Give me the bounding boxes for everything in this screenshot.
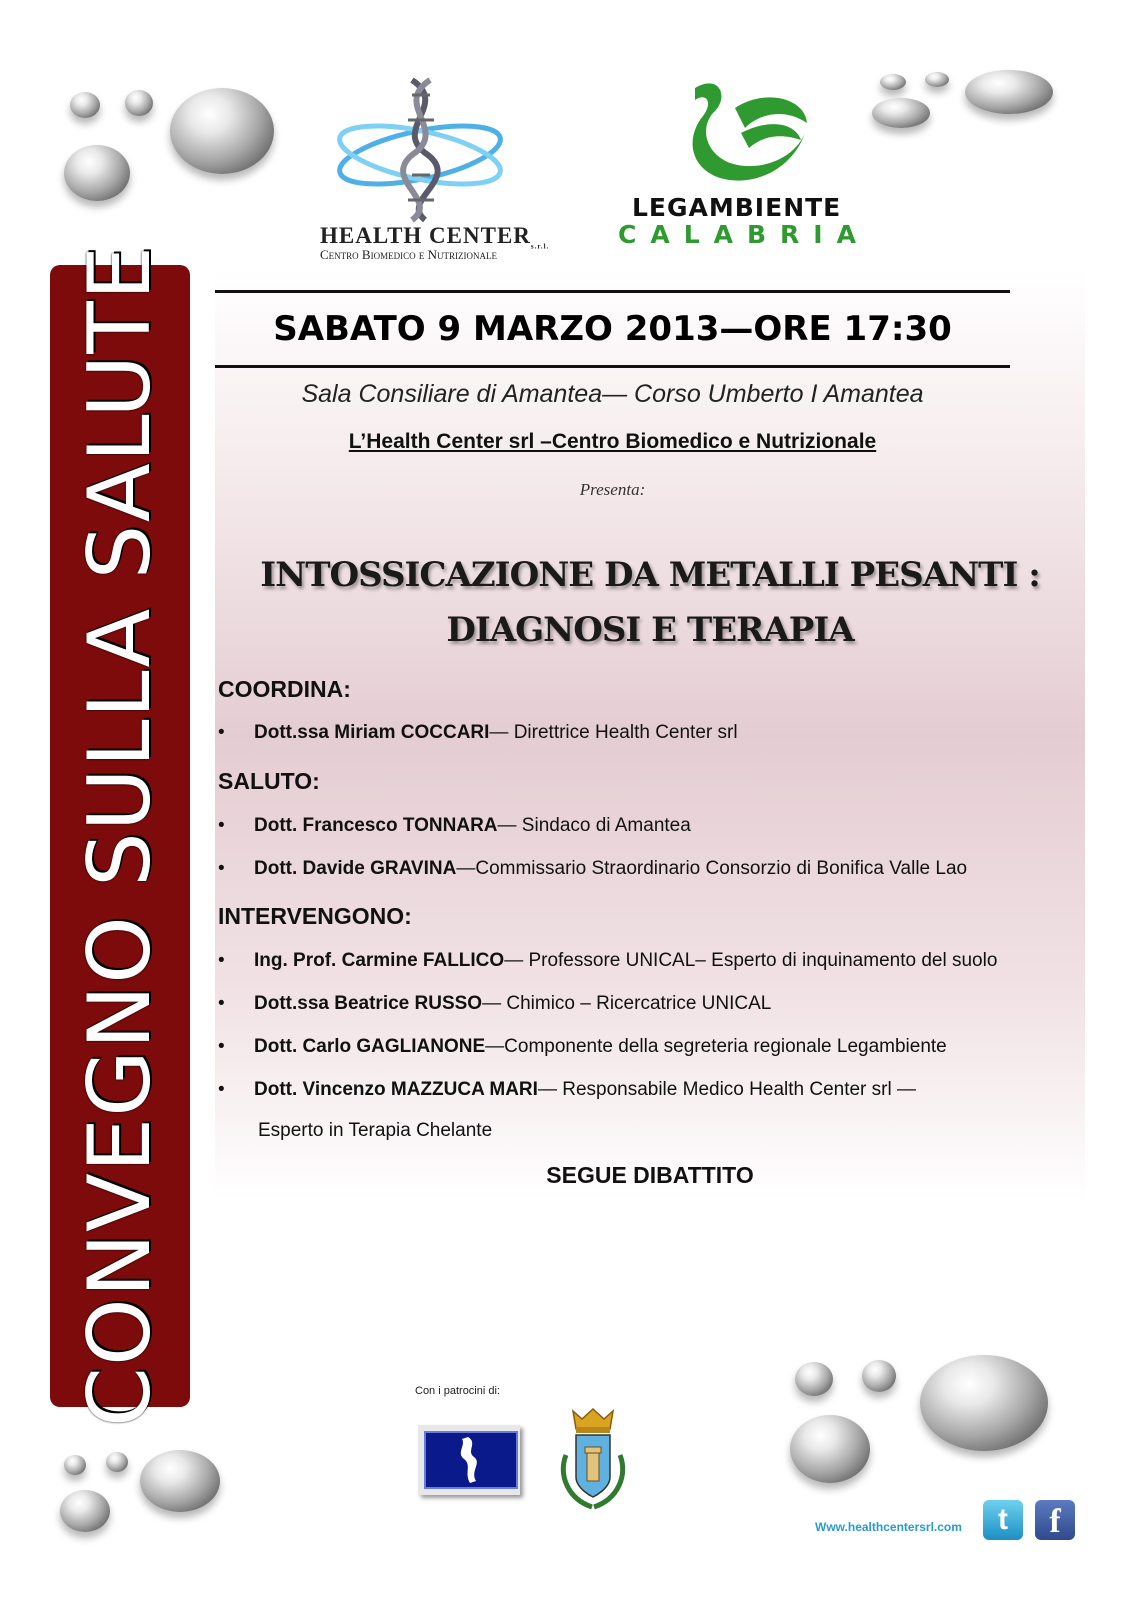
speaker-name: Dott.ssa Beatrice RUSSO [254, 993, 483, 1014]
list-item [218, 858, 967, 880]
mercury-drop [920, 1355, 1048, 1451]
health-center-suffix: s.r.l. [530, 242, 550, 251]
dna-helix-icon [300, 75, 590, 225]
speaker-role: — Chimico – Ricercatrice UNICAL [482, 993, 772, 1014]
legambiente-logo [610, 70, 900, 260]
event-title-line1: INTOSSICAZIONE DA METALLI PESANTI : [260, 555, 1040, 595]
mercury-drop [106, 1452, 128, 1472]
side-banner [50, 244, 190, 1428]
speaker-role-continuation: Esperto in Terapia Chelante [258, 1120, 493, 1141]
list-item [218, 815, 691, 837]
region-map-icon [426, 1433, 516, 1487]
list-item [218, 1079, 916, 1101]
mercury-drop [795, 1362, 833, 1396]
mercury-drop [925, 72, 949, 87]
mercury-drop [790, 1415, 870, 1483]
speaker-role: —Commissario Straordinario Consorzio di Bonifica Valle Lao [456, 858, 968, 879]
speaker-name: Dott. Francesco TONNARA [254, 815, 498, 836]
mercury-drop [60, 1490, 110, 1532]
speaker-name: Dott. Carlo GAGLIANONE [254, 1036, 486, 1057]
bullet-glyph: • [218, 858, 225, 879]
speaker-name: Dott. Davide GRAVINA [254, 858, 457, 879]
coat-of-arms-icon [552, 1405, 634, 1517]
mercury-drop [965, 70, 1053, 114]
bullet-glyph: • [218, 993, 225, 1014]
bullet-glyph: • [218, 1079, 225, 1100]
speaker-role: —Componente della segreteria regionale Legambiente [485, 1036, 947, 1057]
mercury-drop [64, 1455, 86, 1475]
speaker-role: — Responsabile Medico Health Center srl — [537, 1079, 916, 1100]
mercury-drop [170, 88, 274, 174]
twitter-icon[interactable]: t [983, 1500, 1023, 1540]
speaker-role: — Sindaco di Amantea [497, 815, 691, 836]
patron-logo-riviera [418, 1425, 520, 1495]
section-saluto-heading: SALUTO: [218, 768, 320, 794]
section-intervengono-heading: INTERVENGONO: [218, 903, 412, 929]
segue-dibattito: SEGUE DIBATTITO [546, 1162, 754, 1188]
list-item [218, 722, 738, 744]
speaker-role: — Professore UNICAL– Esperto di inquinamento del suolo [504, 950, 998, 971]
event-title [215, 548, 1085, 658]
speaker-name: Dott. Vincenzo MAZZUCA MARI [254, 1079, 538, 1100]
event-title-line2: DIAGNOSI E TERAPIA [446, 610, 854, 650]
mercury-drop [70, 92, 100, 118]
patrocini-label: Con i patrocini di: [415, 1385, 500, 1397]
speaker-role: — Direttrice Health Center srl [489, 722, 738, 743]
list-item [218, 1036, 947, 1058]
speaker-name: Dott.ssa Miriam COCCARI [254, 722, 490, 743]
mercury-drop [125, 90, 153, 116]
website-link[interactable]: Www.healthcentersrl.com [815, 1520, 962, 1534]
event-date: SABATO 9 MARZO 2013—ORE 17:30 [273, 309, 952, 349]
health-center-logo [300, 75, 590, 265]
patron-logo-coat-of-arms [552, 1405, 634, 1517]
event-organizer: L’Health Center srl –Centro Biomedico e Nutrizionale [348, 430, 877, 453]
health-center-name: HEALTH CENTER [320, 223, 531, 248]
bullet-glyph: • [218, 722, 225, 743]
list-item [218, 950, 997, 972]
mercury-drop [862, 1360, 896, 1392]
speaker-name: Ing. Prof. Carmine FALLICO [254, 950, 505, 971]
health-center-subtitle: Centro Biomedico e Nutrizionale [320, 247, 497, 262]
list-item [218, 993, 771, 1015]
section-coordina-heading: COORDINA: [218, 676, 351, 702]
event-venue: Sala Consiliare di Amantea— Corso Umberto I Amantea [301, 380, 924, 408]
facebook-icon[interactable]: f [1035, 1500, 1075, 1540]
legambiente-region: CALABRIA [618, 220, 870, 249]
banner-title: CONVEGNO SULLA SALUTE [70, 244, 170, 1428]
presenta-label: Presenta: [579, 480, 646, 499]
date-box [215, 290, 1010, 368]
mercury-drop [140, 1450, 220, 1512]
bullet-glyph: • [218, 1036, 225, 1057]
legambiente-name: LEGAMBIENTE [632, 193, 842, 222]
bullet-glyph: • [218, 950, 225, 971]
bullet-glyph: • [218, 815, 225, 836]
swan-icon [675, 78, 815, 198]
mercury-drop [64, 145, 130, 201]
